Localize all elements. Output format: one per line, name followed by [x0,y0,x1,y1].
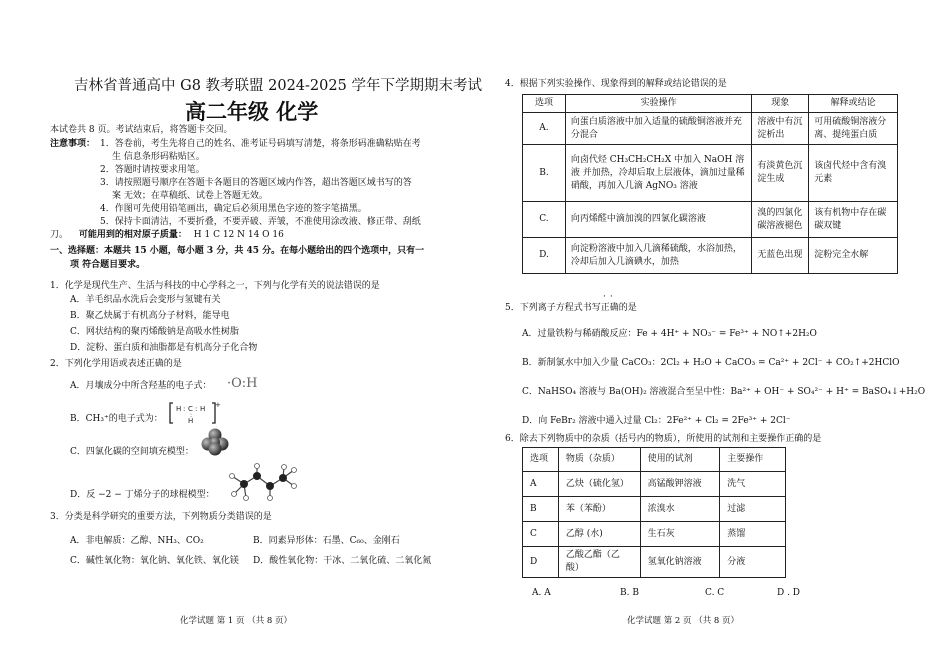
table-cell: 溴的四氯化碳溶液褪色 [752,202,809,238]
table-cell: 向蛋白质溶液中加入适量的硫酸铜溶液并充分混合 [565,113,752,145]
table-cell: 分液 [720,547,786,578]
q1-stem: 1．化学是现代生产、生活与科技的中心学科之一，下列与化学有关的说法错误的是 [50,281,380,291]
svg-text:H: H [188,417,194,425]
table-header-cell: 使用的试剂 [640,448,720,472]
svg-text::: : [190,412,193,419]
table-cell: B [523,497,559,522]
q3-option-a: A．非电解质：乙醇、NH₃、CO₂ [70,536,204,546]
svg-text:H: H [176,405,182,413]
table-cell: 淀粉完全水解 [809,238,898,274]
table-cell: D. [523,238,566,274]
q6-answer-d: D . D [777,588,801,598]
q4-stem: 4．根据下列实验操作、现象得到的解释或结论错误的是 [505,79,727,89]
q2-stem: 2．下列化学用语或表述正确的是 [50,359,182,369]
table-header-cell: 主要操作 [720,448,786,472]
table-header-row [523,448,786,472]
q3-stem: 3．分类是科学研究的重要方法，下列物质分类错误的是 [50,512,272,522]
q6-answer-a: A. A [532,588,551,598]
q1-option-b: B．聚乙炔属于有机高分子材料，能导电 [70,311,230,321]
table-header-cell: 解释或结论 [809,95,898,113]
q3-option-b: B．同素异形体：石墨、C₆₀、金刚石 [253,536,400,546]
exam-page-2 [475,0,950,671]
note-3b: 案 无效；在草稿纸、试卷上答题无效。 [112,191,268,201]
exam-subtitle: 高二年级 化学 [185,99,319,124]
table-header-cell: 实验操作 [565,95,752,113]
page-footer-2: 化学试题 第 2 页 （共 8 页） [627,616,740,626]
q3-option-d: D．酸性氧化物：干冰、二氧化硫、二氧化氮 [253,556,432,566]
q4-table [522,94,898,274]
table-cell: 无蓝色出现 [752,238,809,274]
table-cell: C [523,522,559,547]
table-row [523,497,786,522]
table-row [523,145,898,202]
q5-option-a: A．过量铁粉与稀硝酸反应：Fe + 4H⁺ + NO₃⁻ = Fe³⁺ + NO↑+2H₂O [522,329,817,339]
section-1-heading: 一、选择题：本题共 15 小题，每小题 3 分，共 45 分。在每小题给出的四个选项中，只有一 [50,246,425,256]
q5-stem: 5．下列离子方程式书写正确的是 [505,303,637,313]
table-cell: C. [523,202,566,238]
svg-text:+: + [215,401,221,409]
table-cell: 苯（苯酚） [558,497,640,522]
note-4: 4．作图可先使用铅笔画出，确定后必须用黑色字迹的签字笔描黑。 [100,204,367,214]
table-row [523,113,898,145]
table-cell: 洗气 [720,472,786,497]
table-cell: 高锰酸钾溶液 [640,472,720,497]
svg-text::: : [183,405,186,413]
table-row [523,472,786,497]
q1-option-d: D．淀粉、蛋白质和油脂都是有机高分子化合物 [70,343,258,353]
table-cell: 向卤代烃 CH₃CH₂CH₂X 中加入 NaOH 溶液 并加热，冷却后取上层液体，滴加过量稀 硝酸，再加入几滴 AgNO₃ 溶液 [565,145,752,202]
note-1b: 生 信息条形码粘贴区。 [112,152,205,162]
table-cell: A. [523,113,566,145]
note-5-end [50,229,284,241]
q5-option-d: D．向 FeBr₂ 溶液中通入过量 Cl₂：2Fe²⁺ + Cl₂ = 2Fe³⁺ + 2Cl⁻ [522,416,791,426]
q2-option-b: B．CH₃⁺的电子式为： [70,414,163,424]
table-cell: 浓溴水 [640,497,720,522]
table-cell: 氢氧化钠溶液 [640,547,720,578]
table-cell: A [523,472,559,497]
table-header-cell: 现象 [752,95,809,113]
q6-answer-b: B. B [620,588,639,598]
note-1a: 1．答卷前，考生先将自己的姓名、准考证号码填写清楚，将条形码准确粘贴在考 [100,139,421,149]
svg-text::: : [195,405,198,413]
table-cell: 乙醇 (水) [558,522,640,547]
table-header-cell: 选项 [523,95,566,113]
table-row [523,202,898,238]
q1-option-a: A．羊毛织品水洗后会变形与氢键有关 [70,295,221,305]
exam-title: 吉林省普通高中 G8 教考联盟 2024-2025 学年下学期期末考试 [74,78,482,94]
page-footer-1: 化学试题 第 1 页 （共 8 页） [180,616,293,626]
atomic-mass-values: H 1 C 12 N 14 O 16 [193,230,284,240]
notes-label: 注意事项： [50,139,96,149]
table-row [523,547,786,578]
q1-option-c: C．网状结构的聚丙烯酸钠是高吸水性树脂 [70,327,239,337]
table-cell: 有淡黄色沉淀生成 [752,145,809,202]
table-cell: B. [523,145,566,202]
table-cell: 过滤 [720,497,786,522]
note-2: 2．答题时请按要求用笔。 [100,165,205,175]
table-header-cell: 选项 [523,448,559,472]
svg-text:H: H [200,405,206,413]
table-header-row [523,95,898,113]
table-cell: 可用硫酸铜溶液分离、提纯蛋白质 [809,113,898,145]
table-cell: 该有机物中存在碳碳双键 [809,202,898,238]
section-1-heading-cont: 项 符合题目要求。 [70,260,146,270]
intro-text: 本试卷共 8 页。考试结束后，将答题卡交回。 [50,125,233,135]
hydroxyl-electron-formula: ·O:H [227,376,258,391]
trans-2-butene-ball-stick-model [224,462,300,506]
table-cell: 乙炔（硫化氢） [558,472,640,497]
ch3-cation-electron-formula [168,400,220,426]
note-3a: 3．请按照题号顺序在答题卡各题目的答题区域内作答，超出答题区域书写的答 [100,178,412,188]
note-5-tail: 刀。 [50,230,69,240]
table-cell: 溶液中有沉淀析出 [752,113,809,145]
table-cell: 蒸馏 [720,522,786,547]
table-header-cell: 物质（杂质） [558,448,640,472]
table-cell: 该卤代烃中含有溴元素 [809,145,898,202]
q6-stem: 6．除去下列物质中的杂质（括号内的物质），所使用的试剂和主要操作正确的是 [505,434,822,444]
table-cell: 生石灰 [640,522,720,547]
q6-table [522,447,786,578]
table-row [523,238,898,274]
q3-option-c: C．碱性氧化物：氧化钠、氧化铁、氧化镁 [70,556,239,566]
q6-answer-c: C. C [705,588,725,598]
svg-text:C: C [188,405,193,413]
table-row [523,522,786,547]
q5-option-b: B．新制氯水中加入少量 CaCO₃：2Cl₂ + H₂O + CaCO₃ = Ca²⁺ + 2Cl⁻ + CO₂↑+2HClO [522,358,900,368]
q2-option-a: A．月壤成分中所含羟基的电子式： [70,381,212,391]
emphasis-dots: ·· [603,292,617,302]
note-5: 5．保持卡面清洁，不要折叠，不要弄破、弄皱，不准使用涂改液、修正带、刮纸 [100,217,421,227]
table-cell: 向淀粉溶液中加入几滴稀硫酸，水浴加热，冷却后加入几滴碘水，加热 [565,238,752,274]
ccl4-space-filling-model [200,428,230,456]
q2-option-c: C．四氯化碳的空间填充模型： [70,447,194,457]
atomic-mass-label: 可能用到的相对原子质量： [78,230,187,240]
q5-option-c: C．NaHSO₄ 溶液与 Ba(OH)₂ 溶液混合至呈中性：Ba²⁺ + OH⁻ + SO₄²⁻ + H⁺ = BaSO₄↓+H₂O [522,387,926,397]
q2-option-d: D．反 −2 − 丁烯分子的球棍模型： [70,490,215,500]
table-cell: 乙酸乙酯（乙酸） [558,547,640,578]
table-cell: D [523,547,559,578]
table-cell: 向丙烯醛中滴加溴的四氯化碳溶液 [565,202,752,238]
